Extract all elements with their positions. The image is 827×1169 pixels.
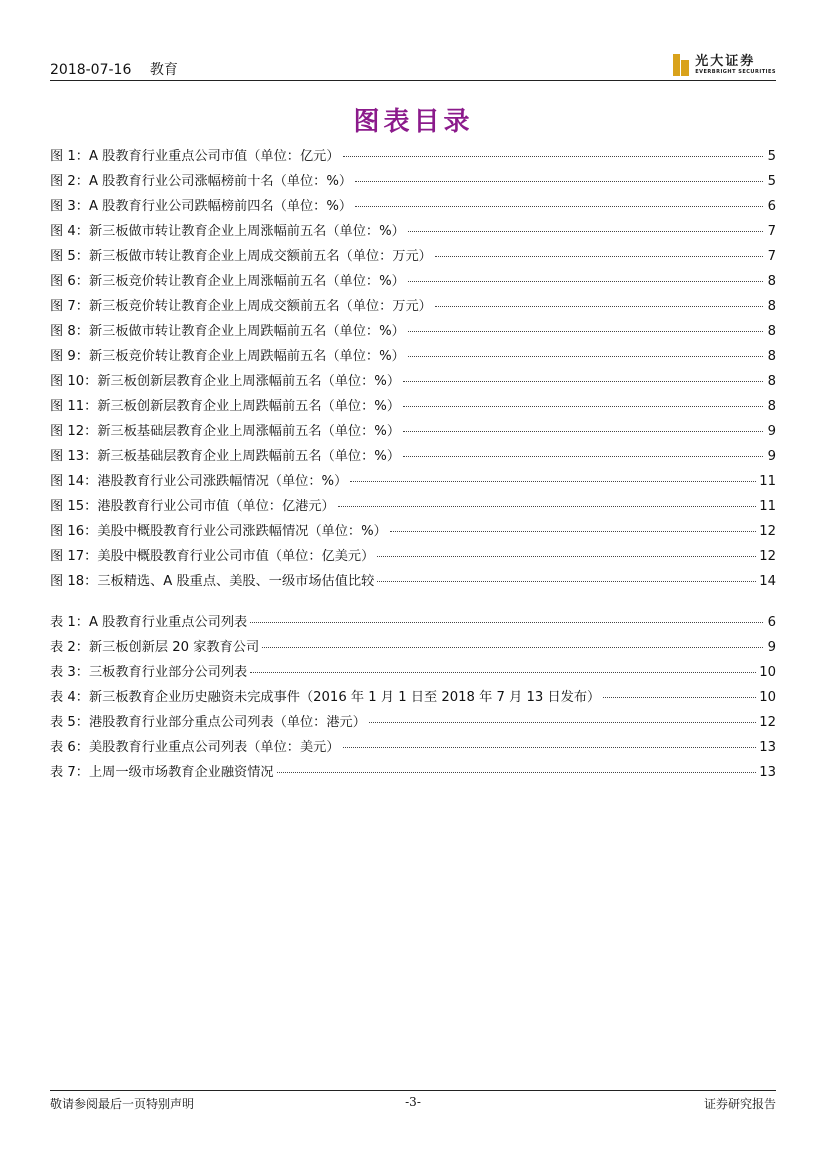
footer-report-type: 证券研究报告 (703, 1097, 776, 1111)
figure-toc-entry-label: 图 17：美股中概股教育行业公司市值（单位：亿美元） (50, 549, 375, 564)
page-title: 图表目录 (353, 107, 474, 137)
figure-toc-entry-label: 图 15：港股教育行业公司市值（单位：亿港元） (50, 499, 335, 514)
figure-toc-entry-page-number: 8 (767, 324, 776, 339)
figure-toc-entry-label: 图 6：新三板竞价转让教育企业上周涨幅前五名（单位：%） (50, 274, 405, 289)
footer-page-number: -3- (405, 1095, 421, 1109)
figure-toc-entry-page-number: 12 (759, 549, 776, 564)
figure-toc-entry[interactable] (50, 245, 776, 270)
table-toc-entry-label: 表 3：三板教育行业部分公司列表 (50, 665, 248, 680)
table-toc-entry[interactable] (50, 761, 776, 786)
figure-toc-entry-page-number: 7 (767, 224, 776, 239)
figure-toc-entry-page-number: 12 (759, 524, 776, 539)
report-date: 2018-07-16 (50, 62, 132, 78)
dot-leader (377, 555, 756, 557)
figure-toc-entry-label: 图 8：新三板做市转让教育企业上周跌幅前五名（单位：%） (50, 324, 405, 339)
figure-toc-entry-page-number: 8 (767, 299, 776, 314)
figure-toc-entry[interactable] (50, 270, 776, 295)
dot-leader (403, 405, 763, 407)
figure-toc-entry[interactable] (50, 220, 776, 245)
table-toc-entry[interactable] (50, 661, 776, 686)
figure-toc-entry[interactable] (50, 170, 776, 195)
figure-toc-entry-label: 图 10：新三板创新层教育企业上周涨幅前五名（单位：%） (50, 374, 401, 389)
figure-toc-entry-page-number: 8 (767, 374, 776, 389)
header-date-topic (50, 59, 192, 79)
figure-toc-entry[interactable] (50, 195, 776, 220)
figure-toc-entry[interactable] (50, 545, 776, 570)
dot-leader (603, 696, 756, 698)
figure-toc-entry-label: 图 16：美股中概股教育行业公司涨跌幅情况（单位：%） (50, 524, 387, 539)
table-toc-entry[interactable] (50, 611, 776, 636)
dot-leader (262, 646, 763, 648)
figure-toc-entry-page-number: 9 (767, 424, 776, 439)
dot-leader (377, 580, 756, 582)
dot-leader (435, 305, 763, 307)
dot-leader (343, 155, 763, 157)
dot-leader (408, 280, 763, 282)
logo-cn-text: 光大证券 (695, 54, 756, 69)
figure-list (50, 145, 776, 595)
table-toc-entry[interactable] (50, 636, 776, 661)
footer-disclaimer: 敬请参阅最后一页特别声明 (50, 1097, 195, 1111)
figure-toc-entry-page-number: 8 (767, 349, 776, 364)
figure-toc-entry-page-number: 14 (759, 574, 776, 589)
figure-toc-entry-page-number: 5 (767, 174, 776, 189)
figure-toc-entry[interactable] (50, 145, 776, 170)
table-toc-entry-page-number: 13 (759, 740, 776, 755)
logo-en-text: EVERBRIGHT SECURITIES (695, 69, 776, 75)
figure-toc-entry-label: 图 1：A 股教育行业重点公司市值（单位：亿元） (50, 149, 340, 164)
figure-toc-entry-page-number: 11 (759, 499, 776, 514)
table-toc-entry-page-number: 9 (767, 640, 776, 655)
dot-leader (408, 230, 763, 232)
figure-toc-entry-label: 图 3：A 股教育行业公司跌幅榜前四名（单位：%） (50, 199, 353, 214)
figure-toc-entry[interactable] (50, 420, 776, 445)
dot-leader (355, 205, 763, 207)
figure-toc-entry-page-number: 11 (759, 474, 776, 489)
figure-toc-entry-label: 图 14：港股教育行业公司涨跌幅情况（单位：%） (50, 474, 348, 489)
table-toc-entry-page-number: 6 (767, 615, 776, 630)
dot-leader (408, 330, 763, 332)
figure-toc-entry-label: 图 13：新三板基础层教育企业上周跌幅前五名（单位：%） (50, 449, 401, 464)
table-toc-entry[interactable] (50, 686, 776, 711)
figure-toc-entry[interactable] (50, 295, 776, 320)
dot-leader (250, 621, 763, 623)
figure-toc-entry[interactable] (50, 370, 776, 395)
dot-leader (355, 180, 763, 182)
dot-leader (403, 455, 763, 457)
figure-toc-entry-label: 图 7：新三板竞价转让教育企业上周成交额前五名（单位：万元） (50, 299, 432, 314)
dot-leader (343, 746, 757, 748)
table-toc-entry[interactable] (50, 711, 776, 736)
figure-toc-entry-label: 图 4：新三板做市转让教育企业上周涨幅前五名（单位：%） (50, 224, 405, 239)
figure-toc-entry-label: 图 12：新三板基础层教育企业上周涨幅前五名（单位：%） (50, 424, 401, 439)
header-divider (50, 80, 776, 81)
figure-toc-entry[interactable] (50, 445, 776, 470)
table-toc-entry-page-number: 10 (759, 665, 776, 680)
table-toc-entry-label: 表 5：港股教育行业部分重点公司列表（单位：港元） (50, 715, 366, 730)
table-list (50, 611, 776, 786)
figure-toc-entry-page-number: 9 (767, 449, 776, 464)
table-toc-entry-label: 表 7：上周一级市场教育企业融资情况 (50, 765, 274, 780)
page-footer (50, 1095, 776, 1113)
figure-toc-entry[interactable] (50, 495, 776, 520)
footer-divider (50, 1090, 776, 1091)
figure-toc-entry-label: 图 18：三板精选、A 股重点、美股、一级市场估值比较 (50, 574, 375, 589)
figure-toc-entry[interactable] (50, 345, 776, 370)
figure-toc-entry-label: 图 2：A 股教育行业公司涨幅榜前十名（单位：%） (50, 174, 353, 189)
figure-toc-entry-label: 图 11：新三板创新层教育企业上周跌幅前五名（单位：%） (50, 399, 401, 414)
figure-toc-entry-page-number: 8 (767, 274, 776, 289)
figure-toc-entry-page-number: 5 (767, 149, 776, 164)
page-header (50, 54, 776, 79)
figure-toc-entry[interactable] (50, 520, 776, 545)
figure-toc-entry[interactable] (50, 470, 776, 495)
figure-toc-entry-page-number: 8 (767, 399, 776, 414)
dot-leader (408, 355, 763, 357)
dot-leader (350, 480, 756, 482)
dot-leader (403, 380, 763, 382)
table-toc-entry[interactable] (50, 736, 776, 761)
dot-leader (390, 530, 756, 532)
logo-mark-icon (673, 54, 689, 76)
table-toc-entry-label: 表 6：美股教育行业重点公司列表（单位：美元） (50, 740, 340, 755)
dot-leader (250, 671, 756, 673)
table-toc-entry-label: 表 2：新三板创新层 20 家教育公司 (50, 640, 260, 655)
figure-toc-entry-page-number: 7 (767, 249, 776, 264)
table-toc-entry-label: 表 4：新三板教育企业历史融资未完成事件（2016 年 1 月 1 日至 2018 年 7 月 13 日发布） (50, 690, 601, 705)
dot-leader (277, 771, 757, 773)
table-toc-entry-page-number: 10 (759, 690, 776, 705)
dot-leader (403, 430, 763, 432)
figure-toc-entry[interactable] (50, 320, 776, 345)
dot-leader (369, 721, 756, 723)
table-toc-entry-label: 表 1：A 股教育行业重点公司列表 (50, 615, 248, 630)
dot-leader (338, 505, 756, 507)
figure-toc-entry[interactable] (50, 395, 776, 420)
figure-toc-entry-label: 图 5：新三板做市转让教育企业上周成交额前五名（单位：万元） (50, 249, 432, 264)
figure-toc-entry-page-number: 6 (767, 199, 776, 214)
dot-leader (435, 255, 763, 257)
table-toc-entry-page-number: 13 (759, 765, 776, 780)
figure-toc-entry-label: 图 9：新三板竞价转让教育企业上周跌幅前五名（单位：%） (50, 349, 405, 364)
table-toc-entry-page-number: 12 (759, 715, 776, 730)
everbright-logo (673, 52, 776, 78)
figure-toc-entry[interactable] (50, 570, 776, 595)
report-topic: 教育 (149, 62, 178, 78)
